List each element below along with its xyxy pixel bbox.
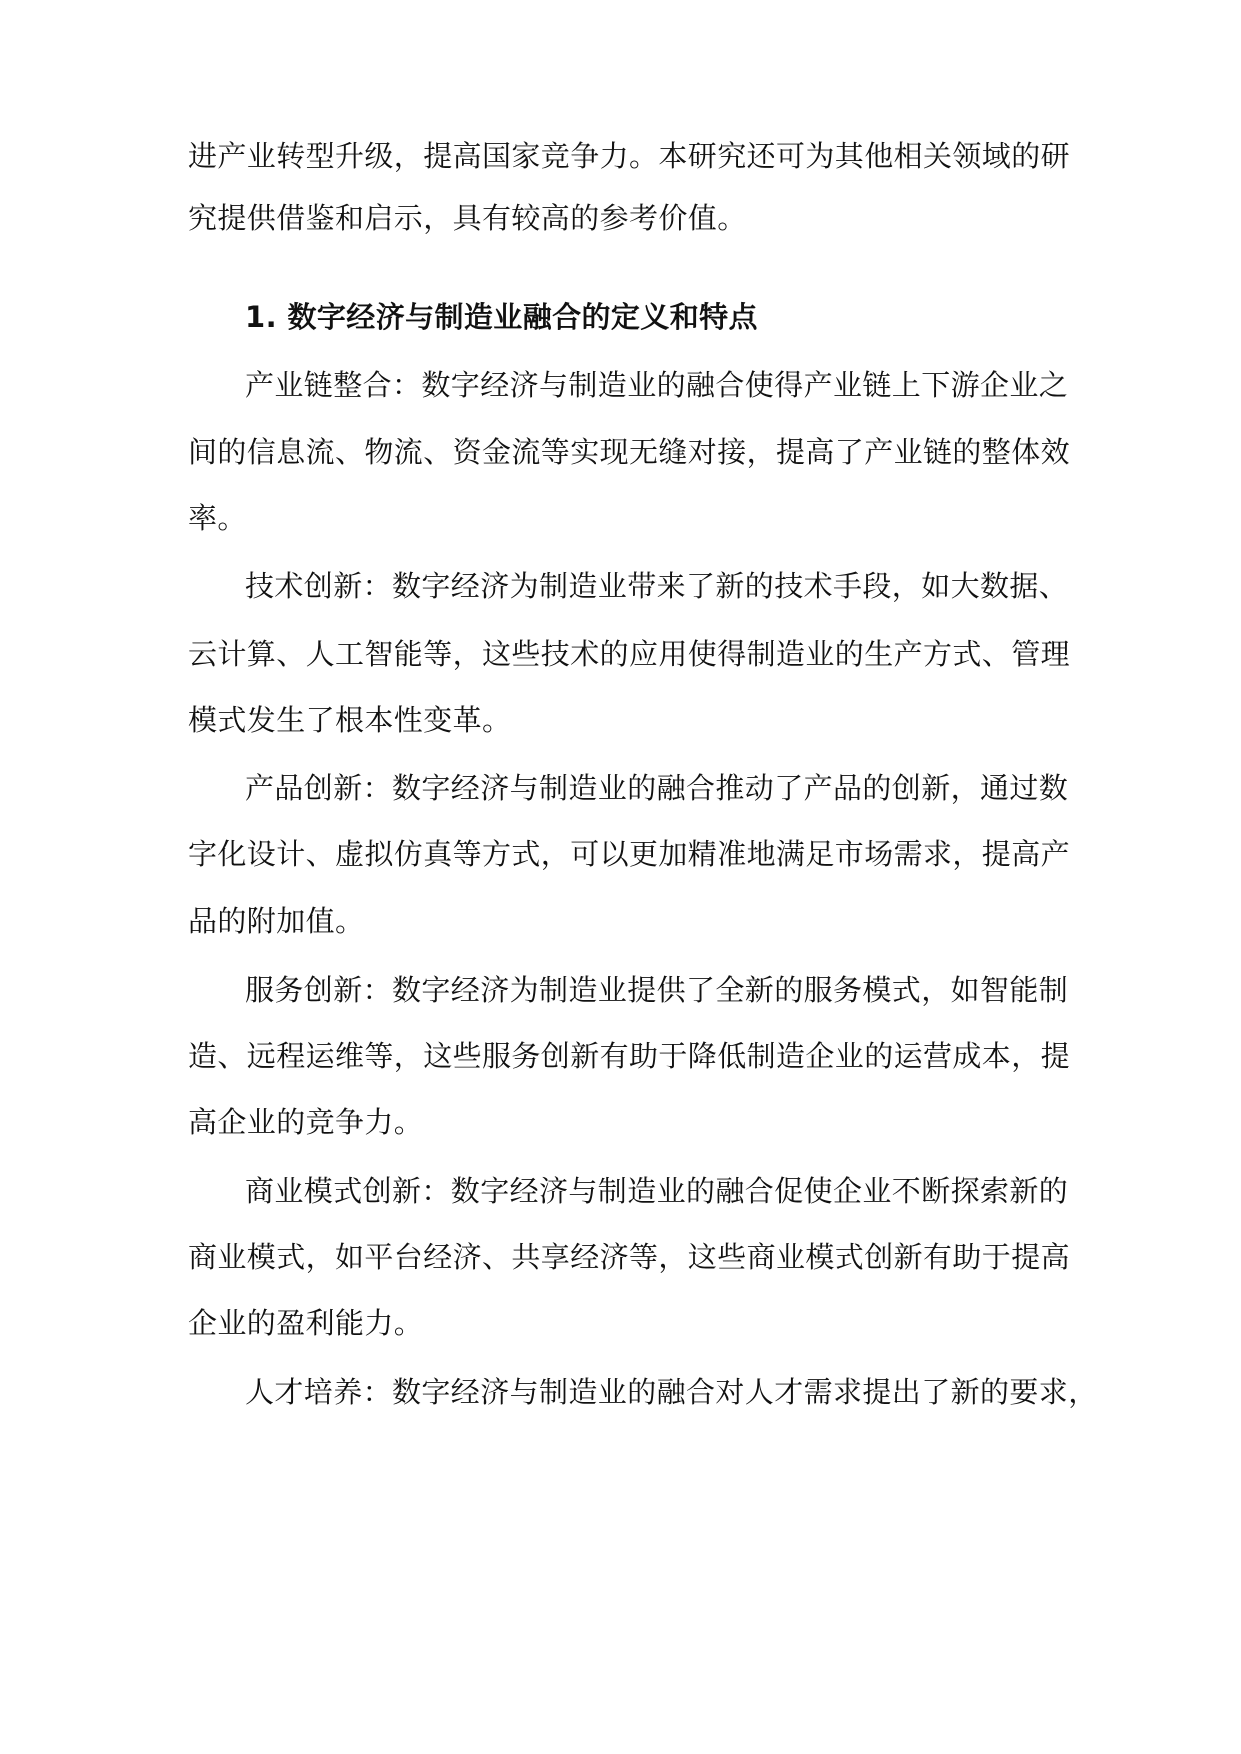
paragraph-line: 商业模式创新：数字经济与制造业的融合促使企业不断探索新的 — [245, 1174, 1069, 1208]
intro-line-1: 进产业转型升级，提高国家竞争力。本研究还可为其他相关领域的研 — [188, 139, 1071, 173]
paragraph-line: 字化设计、虚拟仿真等方式，可以更加精准地满足市场需求，提高产 — [188, 837, 1071, 871]
paragraph-line: 高企业的竞争力。 — [188, 1105, 424, 1139]
paragraph-line: 间的信息流、物流、资金流等实现无缝对接，提高了产业链的整体效 — [188, 435, 1071, 469]
paragraph-line: 商业模式，如平台经济、共享经济等，这些商业模式创新有助于提高 — [188, 1240, 1071, 1274]
paragraph-line: 模式发生了根本性变革。 — [188, 703, 512, 737]
paragraph-line: 企业的盈利能力。 — [188, 1306, 424, 1340]
paragraph-line: 品的附加值。 — [188, 904, 365, 938]
paragraph-line: 人才培养：数字经济与制造业的融合对人才需求提出了新的要求， — [245, 1375, 1098, 1409]
section-heading: 1. 数字经济与制造业融合的定义和特点 — [245, 300, 758, 334]
paragraph-line: 服务创新：数字经济为制造业提供了全新的服务模式，如智能制 — [245, 973, 1069, 1007]
paragraph-line: 率。 — [188, 501, 247, 535]
paragraph-line: 造、远程运维等，这些服务创新有助于降低制造企业的运营成本，提 — [188, 1039, 1071, 1073]
paragraph-line: 云计算、人工智能等，这些技术的应用使得制造业的生产方式、管理 — [188, 637, 1071, 671]
intro-line-2: 究提供借鉴和启示，具有较高的参考价值。 — [188, 201, 747, 235]
paragraph-line: 技术创新：数字经济为制造业带来了新的技术手段，如大数据、 — [245, 569, 1069, 603]
paragraph-line: 产业链整合：数字经济与制造业的融合使得产业链上下游企业之 — [245, 368, 1069, 402]
paragraph-line: 产品创新：数字经济与制造业的融合推动了产品的创新，通过数 — [245, 771, 1069, 805]
